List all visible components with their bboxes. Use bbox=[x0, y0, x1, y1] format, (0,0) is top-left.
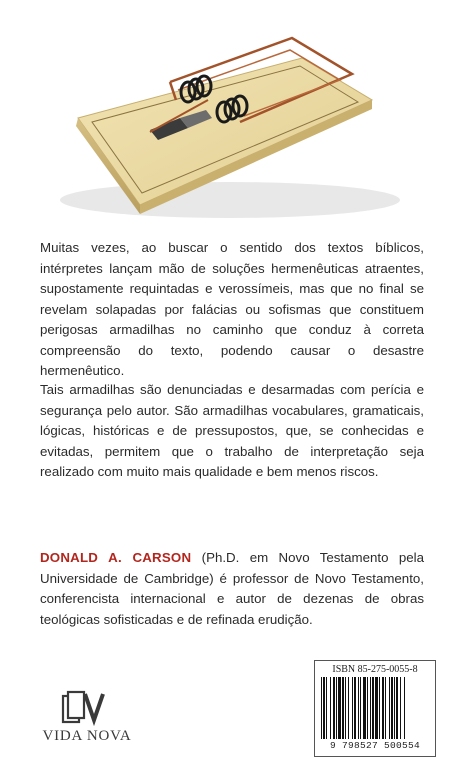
author-name: DONALD A. CARSON bbox=[40, 550, 192, 565]
author-bio-paragraph bbox=[40, 548, 424, 630]
vida-nova-logo-icon bbox=[59, 690, 109, 730]
isbn-label: ISBN 85-275-0055-8 bbox=[332, 664, 418, 675]
publisher-logo bbox=[42, 690, 132, 750]
barcode-bars bbox=[321, 677, 429, 739]
publisher-name: VIDA NOVA bbox=[42, 728, 132, 744]
mousetrap-illustration bbox=[0, 0, 454, 240]
description-paragraph-2: Tais armadilhas são denunciadas e desarmadas com perícia e segurança pelo autor. São armadilhas vocabulares, gramaticais, lógicas, históricas e de pressupostos, que, se conhecidas e evitadas, permitem que o trabalho de interpretação seja realizado com muito mais qualidade e bem menos riscos. bbox=[40, 382, 424, 479]
author-bio: (Ph.D. em Novo Testamento pela Universidade de Cambridge) é professor de Novo Testamento, conferencista internacional e autor de dezenas de obras teológicas sofisticadas e de refinada erudição. bbox=[40, 550, 424, 627]
barcode-digits: 9 798527 500554 bbox=[329, 740, 420, 751]
description-paragraph-1: Muitas vezes, ao buscar o sentido dos textos bíblicos, intérpretes lançam mão de soluções hermenêuticas atraentes, supostamente requintadas e verossímeis, mas que no final se revelam solapadas por falácias ou sofismas que constituem perigosas armadilhas no caminho que conduz à correta compreensão do texto, podendo causar o desastre hermenêutico. bbox=[40, 240, 424, 378]
barcode bbox=[314, 660, 436, 757]
